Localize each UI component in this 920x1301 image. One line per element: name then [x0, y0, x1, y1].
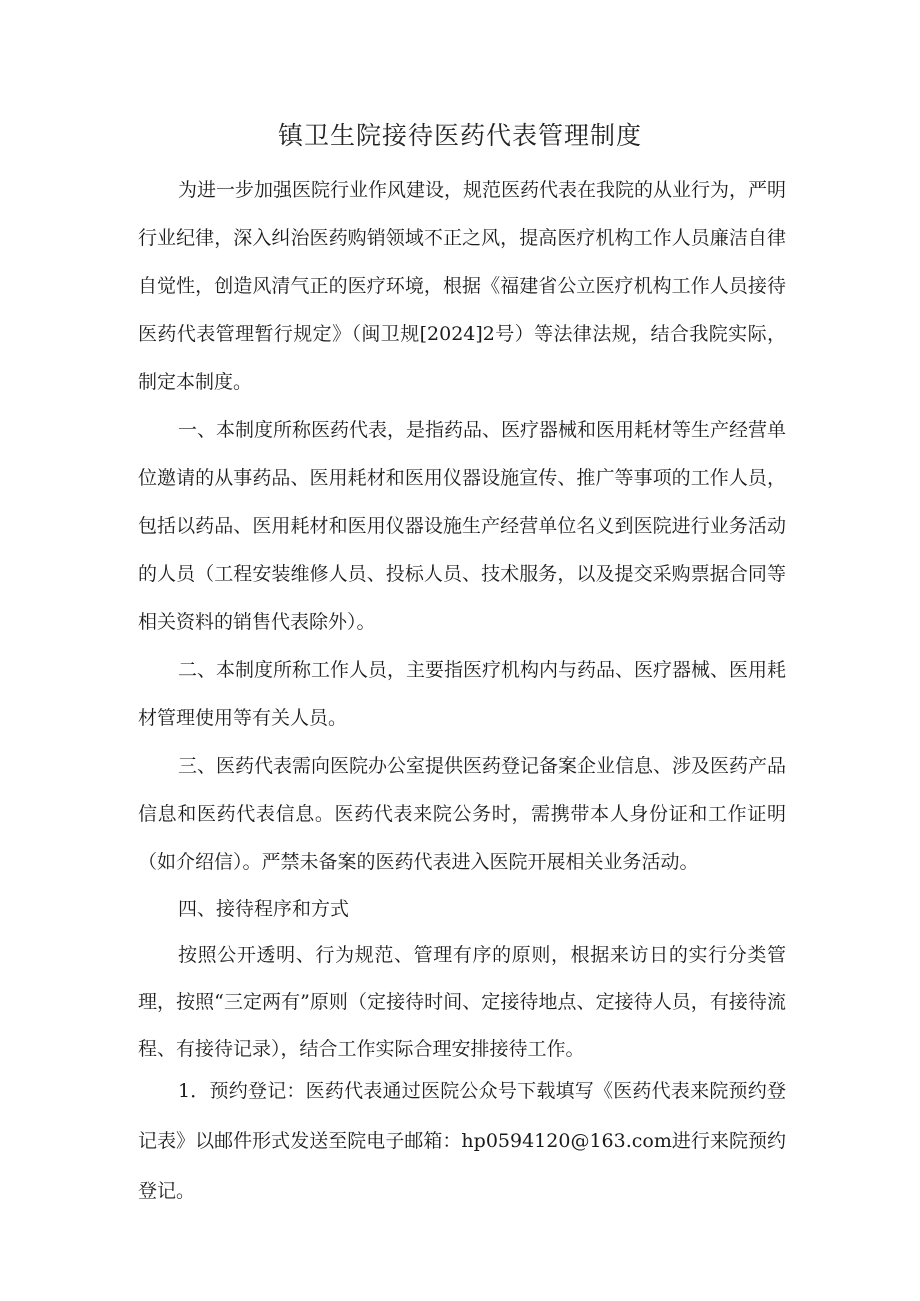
paragraph-section-3: 三、医药代表需向医院办公室提供医药登记备案企业信息、涉及医药产品信息和医药代表信息。医药代表来院公务时，需携带本人身份证和工作证明（如介绍信）。严禁未备案的医药代表进入医院开展相关业务活动。	[138, 755, 787, 873]
section-4-heading: 四、接待程序和方式	[178, 898, 350, 920]
paragraph-section-2: 二、本制度所称工作人员，主要指医疗机构内与药品、医疗器械、医用耗材管理使用等有关人员。	[138, 659, 787, 729]
document-title: 镇卫生院接待医药代表管理制度	[277, 121, 642, 150]
paragraph-intro: 为进一步加强医院行业作风建设，规范医药代表在我院的从业行为，严明行业纪律，深入纠治医药购销领域不正之风，提高医疗机构工作人员廉洁自律自觉性，创造风清气正的医疗环境，根据《福建省公立医疗机构工作人员接待医药代表管理暂行规定》（闽卫规[2024]2号）等法律法规，结合我院实际，制定本制度。	[138, 179, 787, 393]
paragraph-item-1-registration: 1．预约登记：医药代表通过医院公众号下载填写《医药代表来院预约登记表》以邮件形式发送至院电子邮箱：hp0594120@163.com进行来院预约登记。	[138, 1080, 786, 1202]
paragraph-section-1: 一、本制度所称医药代表，是指药品、医疗器械和医用耗材等生产经营单位邀请的从事药品、医用耗材和医用仪器设施宣传、推广等事项的工作人员，包括以药品、医用耗材和医用仪器设施生产经营单位名义到医院进行业务活动的人员（工程安装维修人员、投标人员、技术服务，以及提交采购票据合同等相关资料的销售代表除外）。	[138, 419, 787, 633]
paragraph-section-4-body: 按照公开透明、行为规范、管理有序的原则，根据来访日的实行分类管理，按照“三定两有”原则（定接待时间、定接待地点、定接待人员，有接待流程、有接待记录），结合工作实际合理安排接待工作。	[138, 944, 786, 1060]
